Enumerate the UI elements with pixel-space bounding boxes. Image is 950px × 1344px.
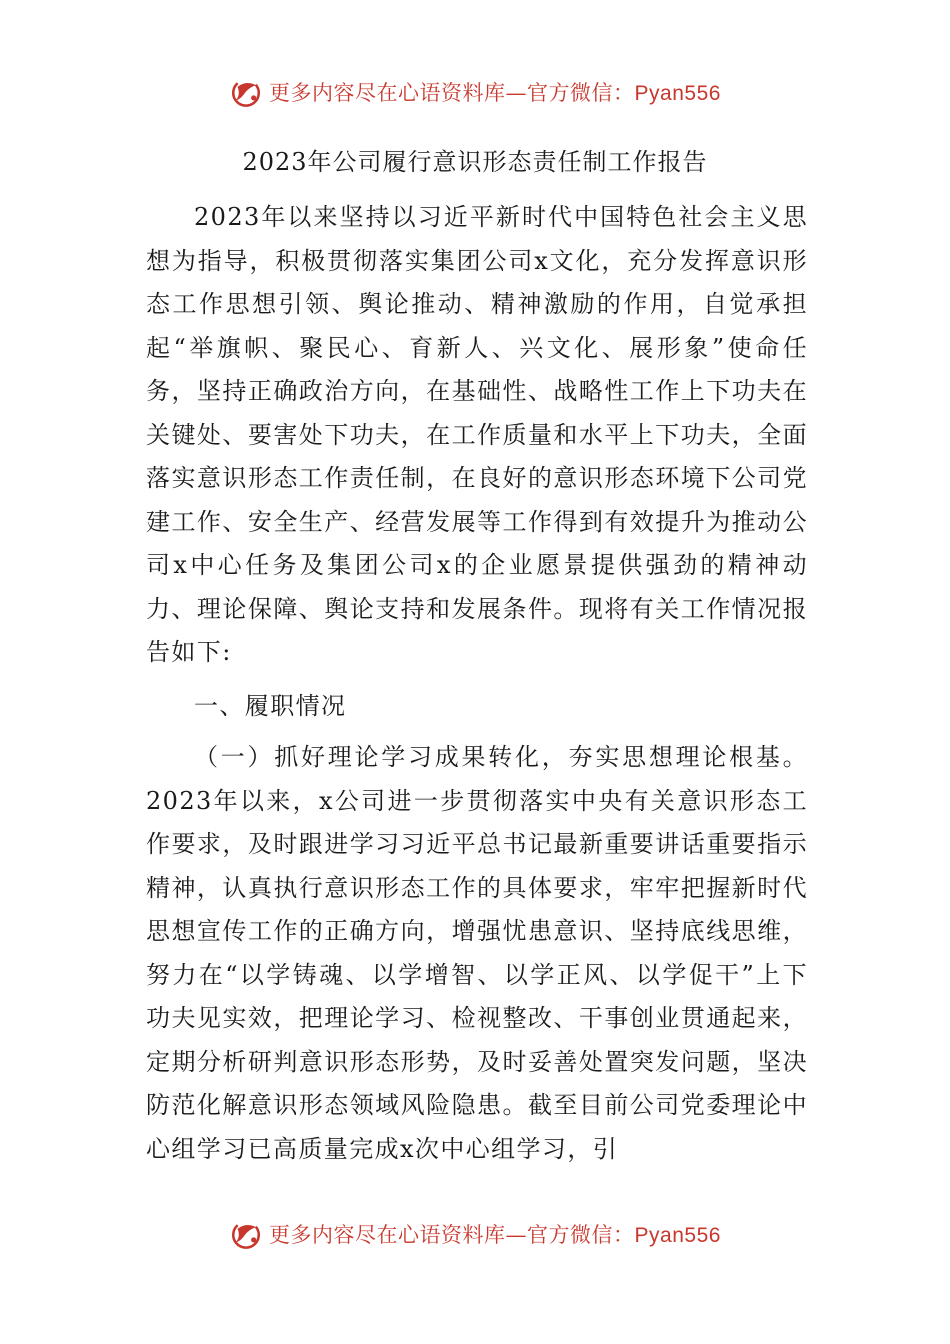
footer-banner <box>0 1212 950 1256</box>
document-title: 2023年公司履行意识形态责任制工作报告 <box>242 148 708 176</box>
xinyu-logo-icon <box>229 1217 263 1251</box>
banner-wechat-id: Pyan556 <box>634 1224 721 1247</box>
document-body <box>146 196 808 1171</box>
header-banner <box>0 70 950 114</box>
subsection-paragraph: （一）抓好理论学习成果转化，夯实思想理论根基。2023年以来，x公司进一步贯彻落实中央有关意识形态工作要求，及时跟进学习习近平总书记最新重要讲话重要指示精神，认真执行意识形态工作的具体要求，牢牢把握新时代思想宣传工作的正确方向，增强忧患意识、坚持底线思维，努力在“以学铸魂、以学增智、以学正风、以学促干”上下功夫见实效，把理论学习、检视整改、干事创业贯通起来，定期分析研判意识形态形势，及时妥善处置突发问题，坚决防范化解意识形态领域风险隐患。截至目前公司党委理论中心组学习已高质量完成x次中心组学习，引 <box>146 743 808 1163</box>
section-heading: 一、履职情况 <box>194 691 347 720</box>
banner-text <box>269 77 721 107</box>
intro-paragraph: 2023年以来坚持以习近平新时代中国特色社会主义思想为指导，积极贯彻落实集团公司x文化，充分发挥意识形态工作思想引领、舆论推动、精神激励的作用，自觉承担起“举旗帜、聚民心、育新人、兴文化、展形象”使命任务，坚持正确政治方向，在基础性、战略性工作上下功夫在关键处、要害处下功夫，在工作质量和水平上下功夫，全面落实意识形态工作责任制，在良好的意识形态环境下公司党建工作、安全生产、经营发展等工作得到有效提升为推动公司x中心任务及集团公司x的企业愿景提供强劲的精神动力、理论保障、舆论支持和发展条件。现将有关工作情况报告如下: <box>146 203 808 666</box>
header-banner-content <box>229 75 721 109</box>
banner-slogan: 更多内容尽在心语资料库—官方微信： <box>269 1223 635 1247</box>
xinyu-logo-icon <box>229 75 263 109</box>
banner-slogan: 更多内容尽在心语资料库—官方微信： <box>269 81 635 105</box>
banner-text <box>269 1219 721 1249</box>
banner-wechat-id: Pyan556 <box>634 82 721 105</box>
footer-banner-content <box>229 1217 721 1251</box>
